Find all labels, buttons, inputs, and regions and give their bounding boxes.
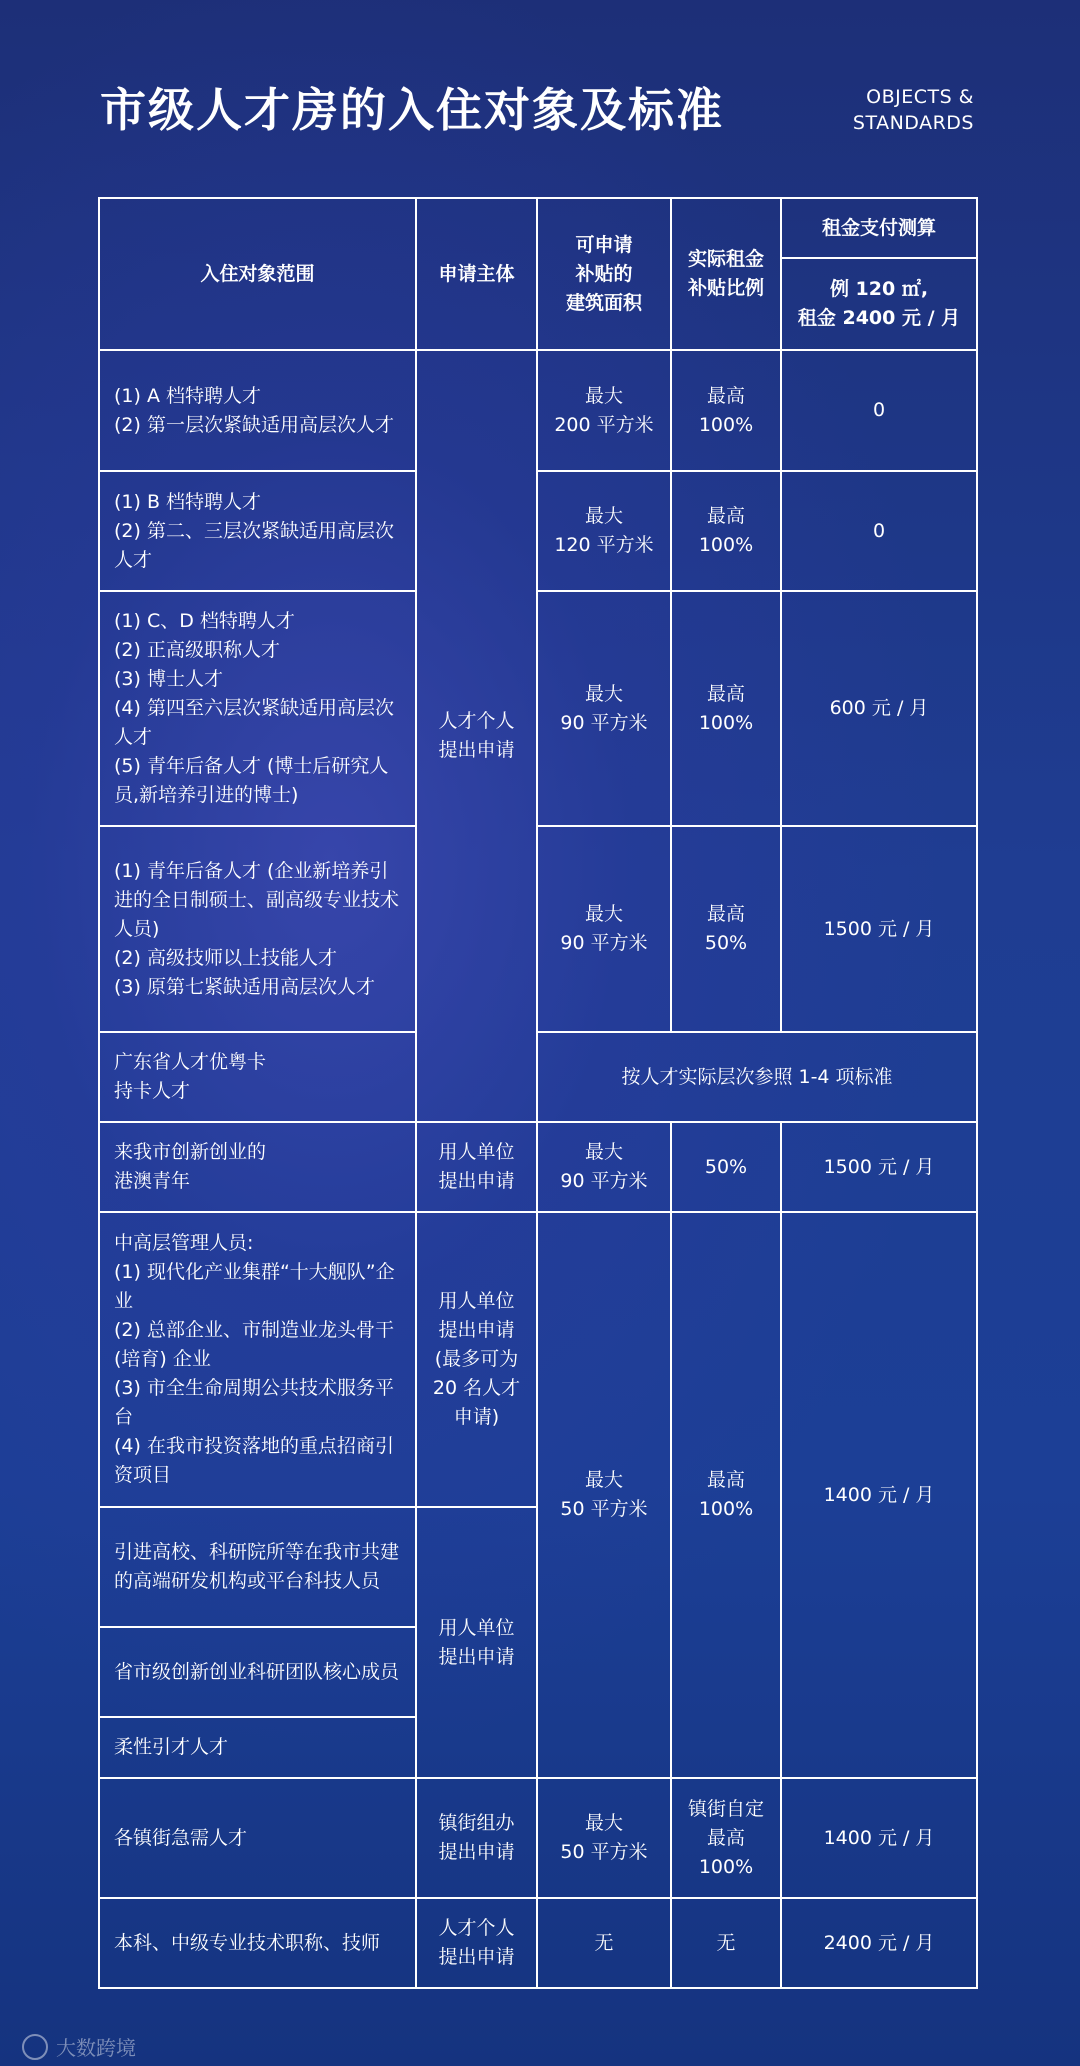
table-row xyxy=(99,350,977,471)
table-row xyxy=(99,471,977,591)
scope-cell: (1) 青年后备人才 (企业新培养引进的全日制硕士、副高级专业技术人员) (2) 高级技师以上技能人才 (3) 原第七紧缺适用高层次人才 xyxy=(99,826,416,1032)
page-title: 市级人才房的入住对象及标准 xyxy=(100,83,724,137)
header-applicant: 申请主体 xyxy=(416,198,537,350)
ratio-cell: 最高 50% xyxy=(671,826,781,1032)
ratio-cell: 50% xyxy=(671,1122,781,1212)
header-area: 可申请 补贴的 建筑面积 xyxy=(537,198,671,350)
scope-cell: 广东省人才优粤卡 持卡人才 xyxy=(99,1032,416,1122)
rent-cell: 1500 元 / 月 xyxy=(781,1122,977,1212)
rent-cell: 0 xyxy=(781,471,977,591)
ratio-cell: 最高 100% xyxy=(671,350,781,471)
table-row xyxy=(99,826,977,1032)
page-subtitle xyxy=(853,84,974,136)
ratio-cell: 最高 100% xyxy=(671,591,781,826)
table-row xyxy=(99,1898,977,1988)
rent-cell: 600 元 / 月 xyxy=(781,591,977,826)
watermark xyxy=(22,2032,136,2061)
area-cell: 最大 120 平方米 xyxy=(537,471,671,591)
scope-cell: 柔性引才人才 xyxy=(99,1717,416,1778)
table-row xyxy=(99,591,977,826)
scope-cell: 本科、中级专业技术职称、技师 xyxy=(99,1898,416,1988)
table-row xyxy=(99,1032,977,1122)
ratio-cell: 无 xyxy=(671,1898,781,1988)
applicant-cell: 用人单位 提出申请 (最多可为 20 名人才 申请) xyxy=(416,1212,537,1507)
header-ratio: 实际租金 补贴比例 xyxy=(671,198,781,350)
area-cell: 最大 90 平方米 xyxy=(537,826,671,1032)
scope-cell: (1) A 档特聘人才 (2) 第一层次紧缺适用高层次人才 xyxy=(99,350,416,471)
rent-cell: 1400 元 / 月 xyxy=(781,1212,977,1778)
area-cell: 最大 90 平方米 xyxy=(537,1122,671,1212)
rent-cell: 0 xyxy=(781,350,977,471)
table-row xyxy=(99,1212,977,1507)
area-cell: 最大 50 平方米 xyxy=(537,1778,671,1898)
area-cell: 最大 200 平方米 xyxy=(537,350,671,471)
header-rent-group: 租金支付测算 xyxy=(781,198,977,258)
scope-cell: 来我市创新创业的 港澳青年 xyxy=(99,1122,416,1212)
ratio-cell: 最高 100% xyxy=(671,1212,781,1778)
ratio-cell: 镇街自定 最高 100% xyxy=(671,1778,781,1898)
area-cell: 最大 90 平方米 xyxy=(537,591,671,826)
subtitle-line: STANDARDS xyxy=(852,112,974,134)
scope-cell: 中高层管理人员: (1) 现代化产业集群“十大舰队”企业 (2) 总部企业、市制造业龙头骨干 (培育) 企业 (3) 市全生命周期公共技术服务平台 (4) 在我市投资落地的重点招商引资项目 xyxy=(99,1212,416,1507)
scope-cell: (1) C、D 档特聘人才 (2) 正高级职称人才 (3) 博士人才 (4) 第四至六层次紧缺适用高层次人才 (5) 青年后备人才 (博士后研究人员,新培养引进的博士) xyxy=(99,591,416,826)
scope-cell: 引进高校、科研院所等在我市共建的高端研发机构或平台科技人员 xyxy=(99,1507,416,1627)
scope-cell: 各镇街急需人才 xyxy=(99,1778,416,1898)
applicant-cell: 用人单位 提出申请 xyxy=(416,1507,537,1778)
applicant-cell: 用人单位 提出申请 xyxy=(416,1122,537,1212)
applicant-cell: 人才个人 提出申请 xyxy=(416,1898,537,1988)
scope-cell: (1) B 档特聘人才 (2) 第二、三层次紧缺适用高层次人才 xyxy=(99,471,416,591)
area-cell: 无 xyxy=(537,1898,671,1988)
table-row xyxy=(99,1122,977,1212)
watermark-text: 大数跨境 xyxy=(56,2036,136,2060)
scope-cell: 省市级创新创业科研团队核心成员 xyxy=(99,1627,416,1717)
header-scope: 入住对象范围 xyxy=(99,198,416,350)
ratio-cell: 最高 100% xyxy=(671,471,781,591)
merged-note-cell: 按人才实际层次参照 1-4 项标准 xyxy=(537,1032,977,1122)
subtitle-line: OBJECTS & xyxy=(866,86,974,108)
rent-cell: 1500 元 / 月 xyxy=(781,826,977,1032)
rent-cell: 2400 元 / 月 xyxy=(781,1898,977,1988)
area-cell: 最大 50 平方米 xyxy=(537,1212,671,1778)
rent-cell: 1400 元 / 月 xyxy=(781,1778,977,1898)
watermark-logo-icon xyxy=(22,2034,48,2060)
applicant-cell: 镇街组办 提出申请 xyxy=(416,1778,537,1898)
header-rent-example: 例 120 ㎡, 租金 2400 元 / 月 xyxy=(781,258,977,350)
applicant-cell: 人才个人 提出申请 xyxy=(416,350,537,1122)
header-row xyxy=(99,198,977,258)
table-row xyxy=(99,1778,977,1898)
standards-table xyxy=(98,197,978,1989)
